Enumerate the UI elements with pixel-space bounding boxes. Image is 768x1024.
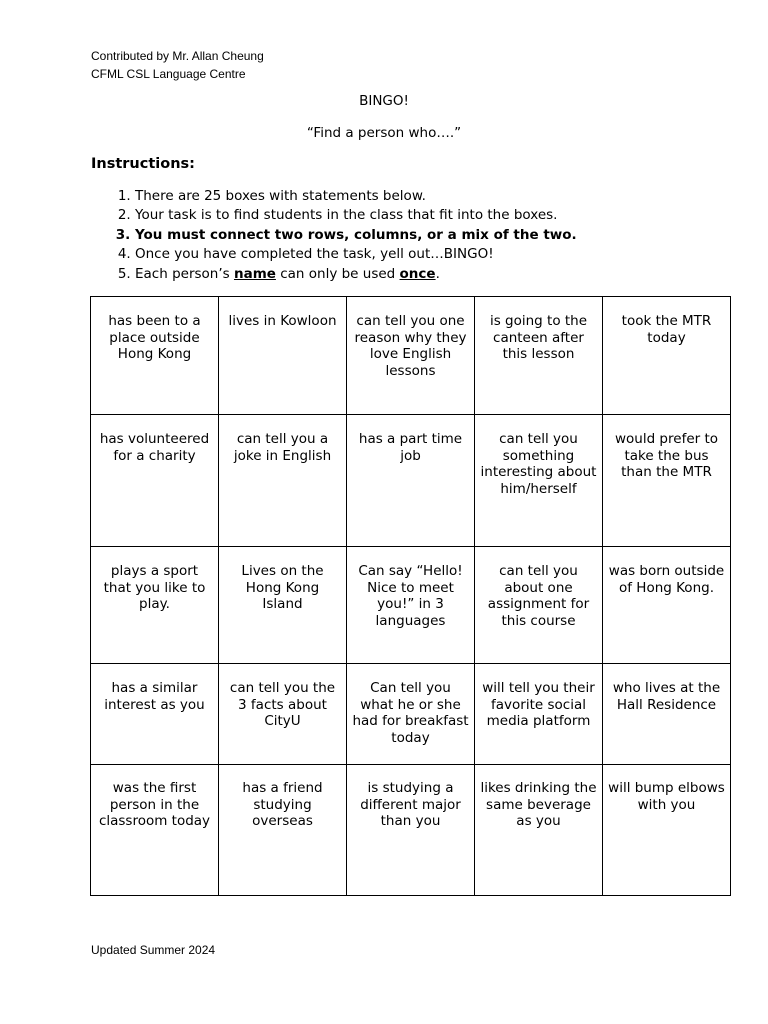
bingo-cell[interactable]: can tell you one reason why they love English lessons (347, 297, 475, 415)
bingo-grid (90, 296, 731, 896)
instruction-item: 3. You must connect two rows, columns, or a mix of the two. (135, 226, 735, 245)
bingo-cell[interactable]: will bump elbows with you (603, 765, 731, 896)
grid-row (91, 297, 731, 415)
grid-row (91, 765, 731, 896)
bingo-cell[interactable]: who lives at the Hall Residence (603, 664, 731, 765)
bingo-cell[interactable]: can tell you the 3 facts about CityU (219, 664, 347, 765)
instruction-item: 4. Once you have completed the task, yell out…BINGO! (135, 245, 735, 264)
organization-line: CFML CSL Language Centre (91, 67, 246, 81)
page-subtitle: “Find a person who….” (306, 125, 462, 141)
document-header (91, 47, 264, 83)
bingo-cell[interactable]: has a part time job (347, 415, 475, 547)
instruction-item: 2. Your task is to find students in the class that fit into the boxes. (135, 206, 735, 225)
instruction-item: 1. There are 25 boxes with statements below. (135, 187, 735, 206)
grid-row (91, 547, 731, 664)
bingo-cell[interactable]: took the MTR today (603, 297, 731, 415)
bingo-cell[interactable]: can tell you about one assignment for this course (475, 547, 603, 664)
instructions-list (108, 187, 735, 284)
bingo-cell[interactable]: Lives on the Hong Kong Island (219, 547, 347, 664)
bingo-cell[interactable]: has been to a place outside Hong Kong (91, 297, 219, 415)
bingo-cell[interactable]: has volunteered for a charity (91, 415, 219, 547)
bingo-cell[interactable]: has a similar interest as you (91, 664, 219, 765)
instruction-text: Each person’s (135, 265, 234, 282)
bingo-cell[interactable]: Can say “Hello! Nice to meet you!” in 3 languages (347, 547, 475, 664)
instruction-item (135, 265, 735, 284)
bingo-cell[interactable]: plays a sport that you like to play. (91, 547, 219, 664)
bingo-cell[interactable]: can tell you a joke in English (219, 415, 347, 547)
grid-row (91, 664, 731, 765)
instruction-text: . (435, 265, 440, 282)
bingo-cell[interactable]: lives in Kowloon (219, 297, 347, 415)
bingo-cell[interactable]: Can tell you what he or she had for breakfast today (347, 664, 475, 765)
bingo-cell[interactable]: likes drinking the same beverage as you (475, 765, 603, 896)
bingo-cell[interactable]: is going to the canteen after this lesson (475, 297, 603, 415)
instruction-text: can only be used (275, 265, 400, 282)
document-footer: Updated Summer 2024 (91, 943, 216, 957)
page-title: BINGO! (359, 93, 409, 109)
emphasis-name: name (233, 265, 276, 282)
bingo-cell[interactable]: would prefer to take the bus than the MTR (603, 415, 731, 547)
contributor-line: Contributed by Mr. Allan Cheung (91, 49, 264, 63)
grid-row (91, 415, 731, 547)
bingo-cell[interactable]: was the first person in the classroom today (91, 765, 219, 896)
bingo-cell[interactable]: can tell you something interesting about him/herself (475, 415, 603, 547)
bingo-cell[interactable]: has a friend studying overseas (219, 765, 347, 896)
bingo-cell[interactable]: is studying a different major than you (347, 765, 475, 896)
emphasis-once: once (399, 265, 436, 282)
bingo-cell[interactable]: will tell you their favorite social media platform (475, 664, 603, 765)
bingo-cell[interactable]: was born outside of Hong Kong. (603, 547, 731, 664)
instructions-heading: Instructions: (91, 156, 195, 172)
